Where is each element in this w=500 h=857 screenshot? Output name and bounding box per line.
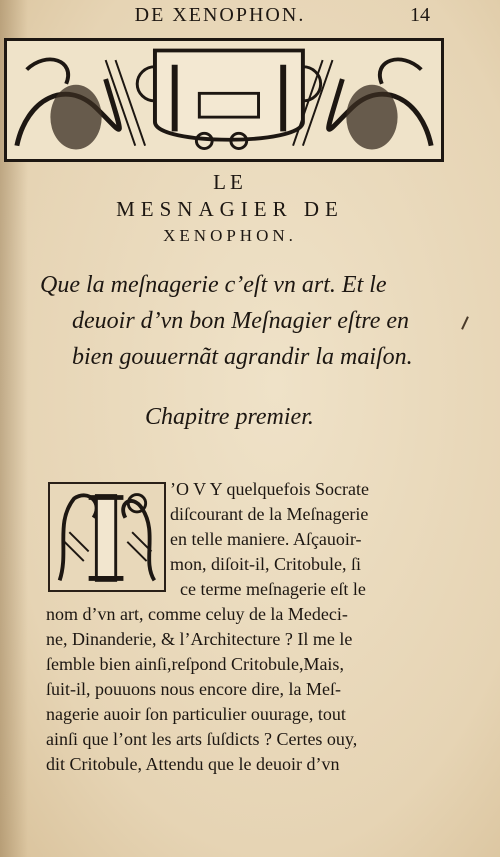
body-line: en telle maniere. Aſçauoir- bbox=[170, 529, 362, 549]
title-line-3: XENOPHON. bbox=[163, 226, 297, 245]
body-line: ainſi que l’ont les arts ſuſdicts ? Certes ouy, bbox=[46, 729, 358, 749]
body-line: ſuit-il, pouuons nous encore dire, la Meſ- bbox=[46, 679, 341, 699]
drop-cap-initial-image bbox=[48, 482, 166, 592]
body-line: ſemble bien ainſi,reſpond Critobule,Mais, bbox=[46, 654, 344, 674]
body-line: nom d’vn art, comme celuy de la Medeci- bbox=[46, 604, 348, 624]
subtitle-line-3: bien gouuernãt agrandir la maiſon. bbox=[72, 344, 413, 370]
running-head: DE XENOPHON. bbox=[134, 4, 306, 26]
body-line: ce terme meſnagerie eſt le bbox=[180, 579, 366, 599]
title-line-1: LE bbox=[213, 170, 247, 194]
subtitle-line-2: deuoir d’vn bon Meſnagier eſtre en bbox=[72, 308, 410, 334]
page-number: 14 bbox=[410, 4, 430, 26]
body-line: dit Critobule, Attendu que le deuoir d’vn bbox=[46, 754, 340, 774]
body-line: ne, Dinanderie, & l’Architecture ? Il me le bbox=[46, 629, 353, 649]
woodcut-headpiece-image bbox=[4, 38, 444, 162]
chapter-heading: Chapitre premier. bbox=[145, 404, 314, 430]
body-line: diſcourant de la Meſnagerie bbox=[170, 504, 369, 524]
subtitle-line-1: Que la meſnagerie c’eſt vn art. Et le bbox=[40, 272, 387, 298]
body-line: nagerie auoir ſon particulier ouurage, tout bbox=[46, 704, 346, 724]
title-line-2: MESNAGIER DE bbox=[116, 197, 344, 221]
body-line: ’O V Y quelquefois Socrate bbox=[170, 479, 369, 499]
body-line: mon, diſoit-il, Critobule, ſi bbox=[170, 554, 361, 574]
